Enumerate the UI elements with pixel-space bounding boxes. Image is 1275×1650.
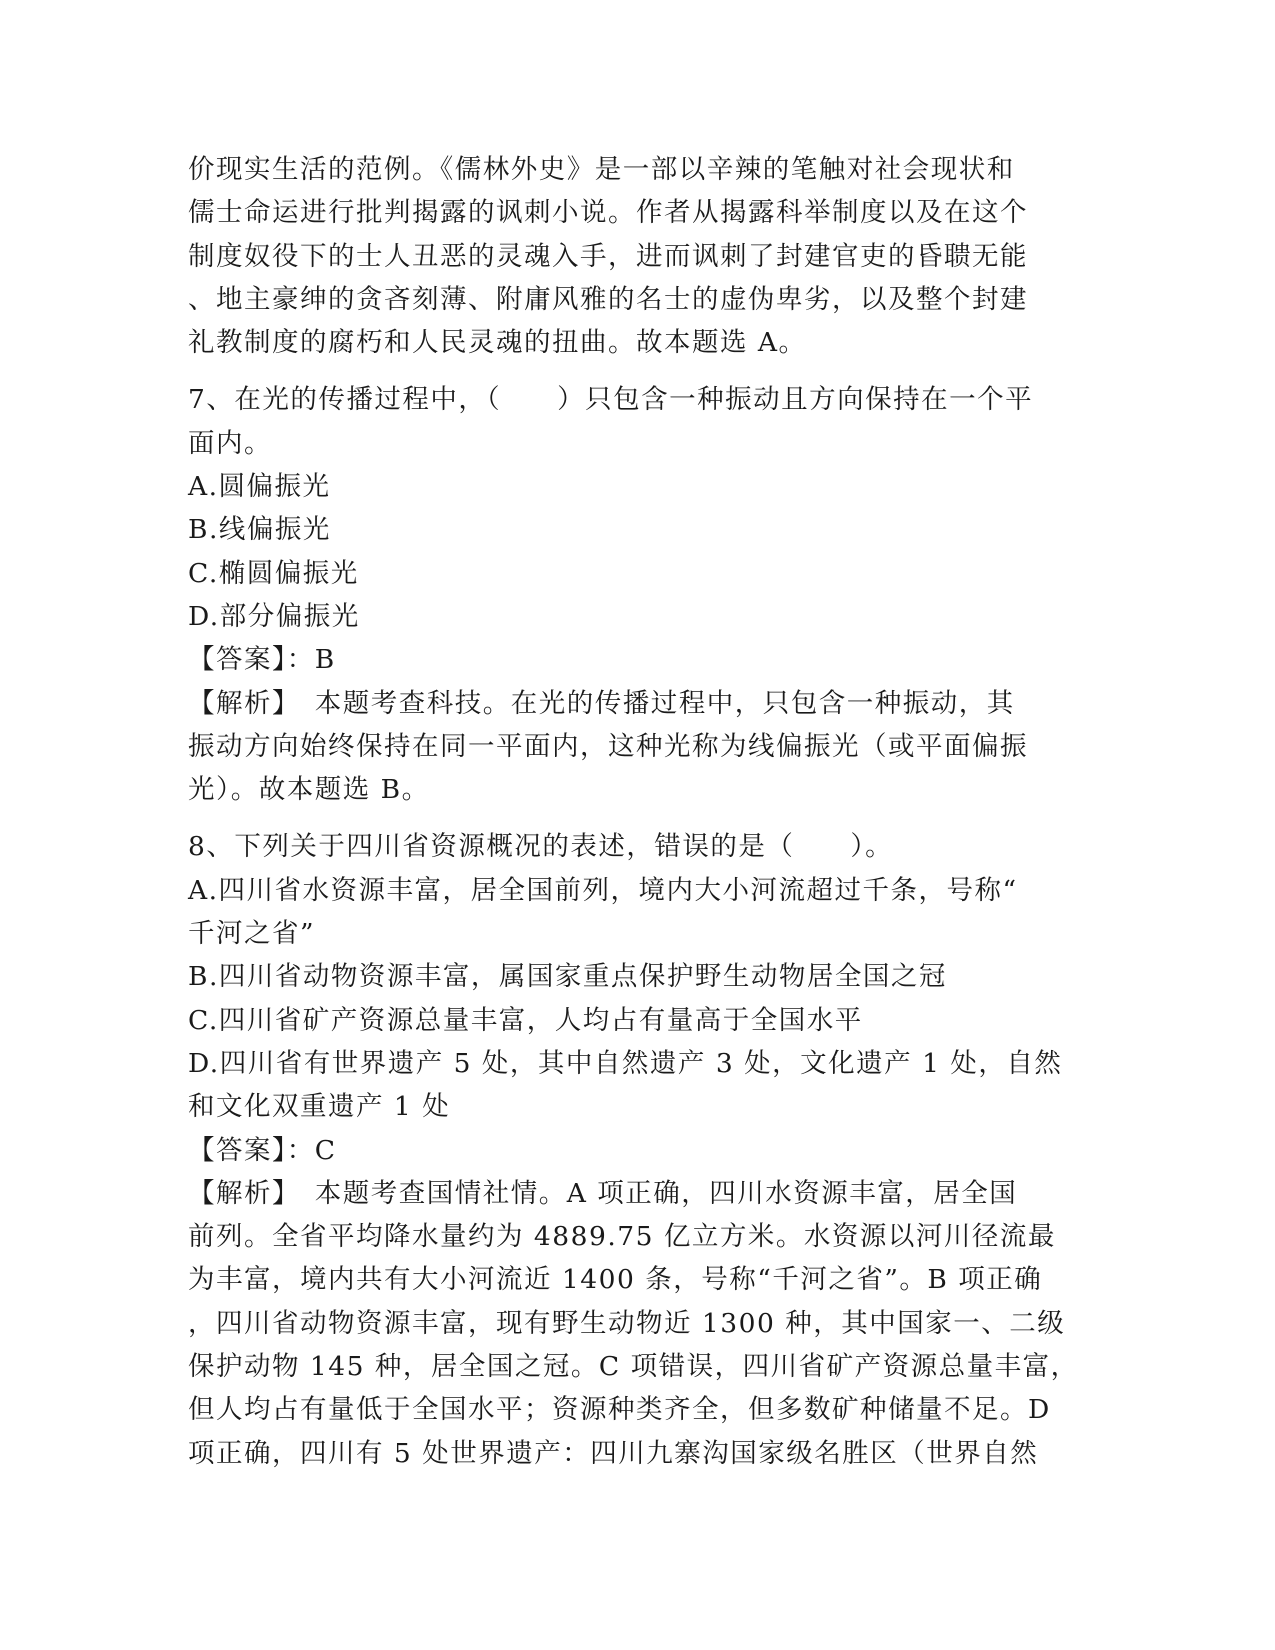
option-c: C.椭圆偏振光 bbox=[188, 557, 359, 589]
explanation-line: 但人均占有量低于全国水平；资源种类齐全，但多数矿种储量不足。D bbox=[188, 1394, 1051, 1426]
explanation-line: 项正确，四川有 5 处世界遗产：四川九寨沟国家级名胜区（世界自然 bbox=[188, 1437, 1039, 1469]
explanation-line: 【解析】 本题考查国情社情。A 项正确，四川水资源丰富，居全国 bbox=[188, 1177, 1018, 1209]
text-line: 价现实生活的范例。《儒林外史》是一部以辛辣的笔触对社会现状和 bbox=[188, 154, 1015, 185]
text-line: 礼教制度的腐朽和人民灵魂的扭曲。故本题选 A。 bbox=[188, 327, 807, 359]
explanation-line: 光）。故本题选 B。 bbox=[188, 774, 430, 806]
explanation-line: 前列。全省平均降水量约为 4889.75 亿立方米。水资源以河川径流最 bbox=[188, 1221, 1056, 1253]
explanation-line: ，四川省动物资源丰富，现有野生动物近 1300 种，其中国家一、二级 bbox=[188, 1307, 1066, 1339]
question-stem: 面内。 bbox=[188, 427, 272, 459]
previous-explanation bbox=[188, 148, 1088, 364]
text-line: 制度奴役下的士人丑恶的灵魂入手，进而讽刺了封建官吏的昏聩无能 bbox=[188, 240, 1028, 272]
option-b: B.线偏振光 bbox=[188, 514, 331, 546]
option-a: A.圆偏振光 bbox=[188, 471, 331, 503]
question-8 bbox=[188, 825, 1088, 1474]
text-line: 、地主豪绅的贪吝刻薄、附庸风雅的名士的虚伪卑劣，以及整个封建 bbox=[188, 283, 1028, 315]
explanation-line: 【解析】 本题考查科技。在光的传播过程中，只包含一种振动，其 bbox=[188, 687, 1015, 719]
explanation-line: 振动方向始终保持在同一平面内，这种光称为线偏振光（或平面偏振 bbox=[188, 730, 1028, 762]
explanation-line: 保护动物 145 种，居全国之冠。C 项错误，四川省矿产资源总量丰富， bbox=[188, 1351, 1079, 1383]
answer-line: 【答案】：C bbox=[188, 1134, 337, 1166]
option-a-continued: 千河之省” bbox=[188, 918, 316, 950]
option-c: C.四川省矿产资源总量丰富，人均占有量高于全国水平 bbox=[188, 1004, 863, 1036]
answer-line: 【答案】：B bbox=[188, 644, 336, 676]
question-7 bbox=[188, 378, 1088, 811]
explanation-line: 为丰富，境内共有大小河流近 1400 条，号称“千河之省”。B 项正确 bbox=[188, 1264, 1043, 1296]
question-stem: 8、下列关于四川省资源概况的表述，错误的是（ ）。 bbox=[188, 831, 894, 863]
option-d-continued: 和文化双重遗产 1 处 bbox=[188, 1091, 451, 1123]
question-stem: 7、在光的传播过程中，（ ）只包含一种振动且方向保持在一个平 bbox=[188, 384, 1034, 416]
text-line: 儒士命运进行批判揭露的讽刺小说。作者从揭露科举制度以及在这个 bbox=[188, 197, 1028, 229]
option-b: B.四川省动物资源丰富，属国家重点保护野生动物居全国之冠 bbox=[188, 961, 947, 993]
option-a: A.四川省水资源丰富，居全国前列，境内大小河流超过千条，号称“ bbox=[188, 874, 1018, 906]
option-d: D.四川省有世界遗产 5 处，其中自然遗产 3 处，文化遗产 1 处，自然 bbox=[188, 1047, 1063, 1079]
spacer bbox=[188, 811, 1088, 825]
document-page bbox=[188, 148, 1088, 1475]
spacer bbox=[188, 364, 1088, 378]
option-d: D.部分偏振光 bbox=[188, 600, 360, 632]
